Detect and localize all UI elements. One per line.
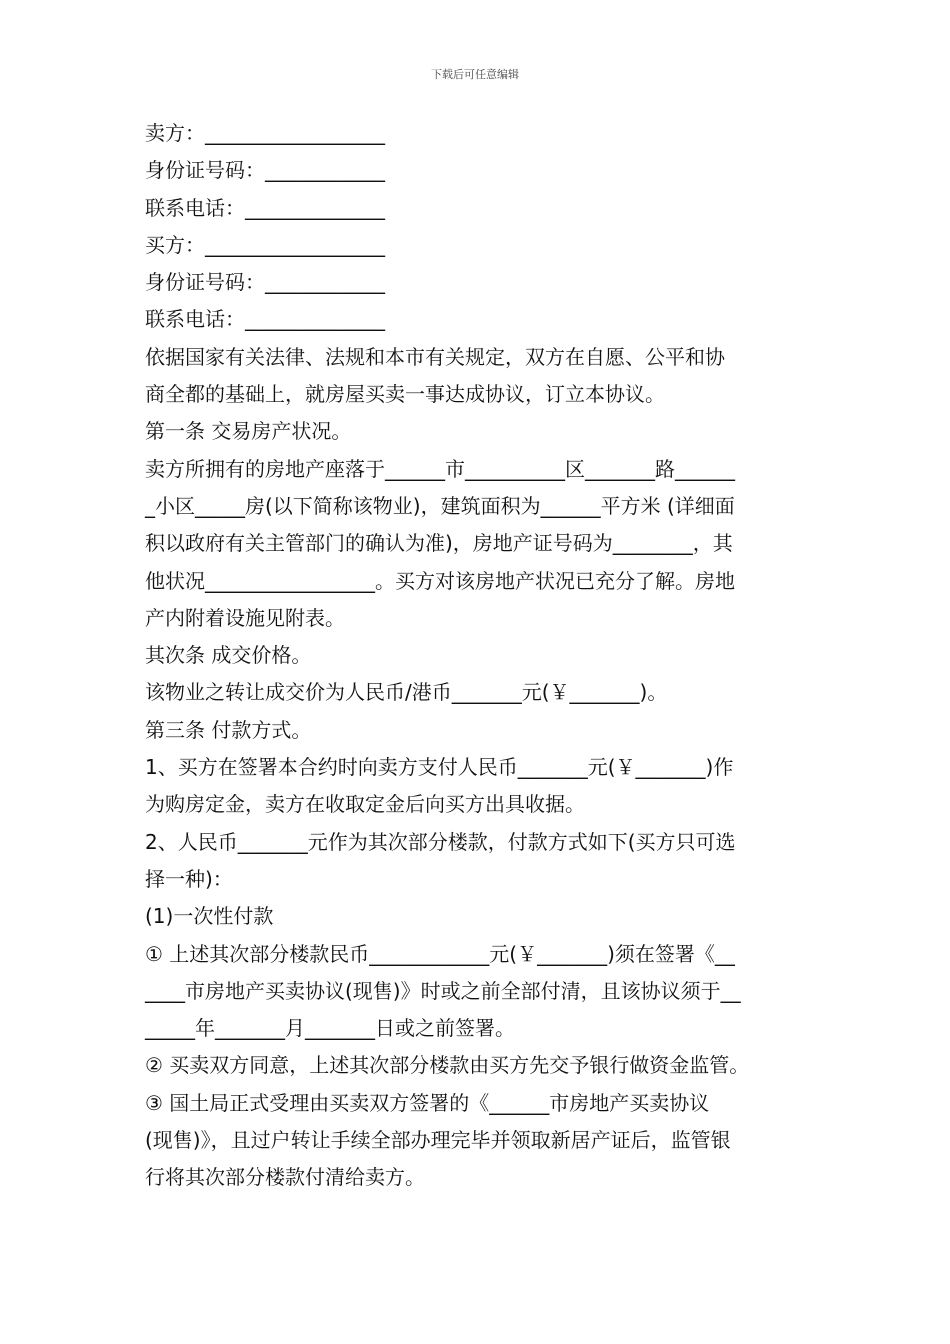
paragraph-line: _小区_____房(以下简称该物业)，建筑面积为______平方米 (详细面 (145, 493, 735, 518)
subheading-line: (1)一次性付款 (145, 904, 274, 929)
paragraph-line: 他状况_________________。买方对该房地产状况已充分了解。房地 (145, 568, 735, 593)
paragraph-line: ③ 国土局正式受理由买卖双方签署的《______市房地产买卖协议 (145, 1090, 710, 1115)
buyer-line: 买方：__________________ (145, 232, 385, 257)
buyer-phone-line: 联系电话：______________ (145, 307, 385, 332)
paragraph-line: ② 买卖双方同意，上述其次部分楼款由买方先交予银行做资金监管。 (145, 1053, 750, 1078)
header-note: 下载后可任意编辑 (431, 68, 519, 81)
seller-id-line: 身份证号码：____________ (145, 158, 385, 183)
paragraph-line: (现售)》，且过户转让手续全部办理完毕并领取新居产证后，监管银 (145, 1128, 731, 1153)
article-heading: 其次条 成交价格。 (145, 643, 312, 668)
paragraph-line: 产内附着设施见附表。 (145, 605, 345, 630)
paragraph-line: _____年_______月_______日或之前签署。 (145, 1016, 515, 1041)
preamble-line: 商全都的基础上，就房屋买卖一事达成协议，订立本协议。 (145, 382, 665, 407)
document-body (145, 115, 810, 1197)
article-heading: 第一条 交易房产状况。 (145, 419, 352, 444)
seller-line: 卖方：__________________ (145, 121, 385, 145)
paragraph-line: 卖方所拥有的房地产座落于______市__________区_______路______ (145, 456, 735, 481)
buyer-id-line: 身份证号码：____________ (145, 270, 385, 295)
paragraph-line: 积以政府有关主管部门的确认为准)，房地产证号码为________，其 (145, 531, 733, 556)
paragraph-line: 择一种)： (145, 866, 233, 891)
paragraph-line: 为购房定金，卖方在收取定金后向买方出具收据。 (145, 792, 585, 817)
seller-phone-line: 联系电话：______________ (145, 195, 385, 220)
paragraph-line: ① 上述其次部分楼款民币____________元(￥_______)须在签署《__ (145, 941, 735, 966)
paragraph-line: 1、买方在签署本合约时向卖方支付人民币_______元(￥_______)作 (145, 755, 734, 780)
paragraph-line: 2、人民币_______元作为其次部分楼款，付款方式如下(买方只可选 (145, 829, 736, 854)
paragraph-line: 该物业之转让成交价为人民币/港币_______元(￥_______)。 (145, 680, 668, 705)
article-heading: 第三条 付款方式。 (145, 717, 312, 742)
preamble-line: 依据国家有关法律、法规和本市有关规定，双方在自愿、公平和协 (145, 344, 725, 369)
paragraph-line: 行将其次部分楼款付清给卖方。 (145, 1165, 425, 1190)
paragraph-line: ____市房地产买卖协议(现售)》时或之前全部付清，且该协议须于__ (145, 978, 741, 1003)
